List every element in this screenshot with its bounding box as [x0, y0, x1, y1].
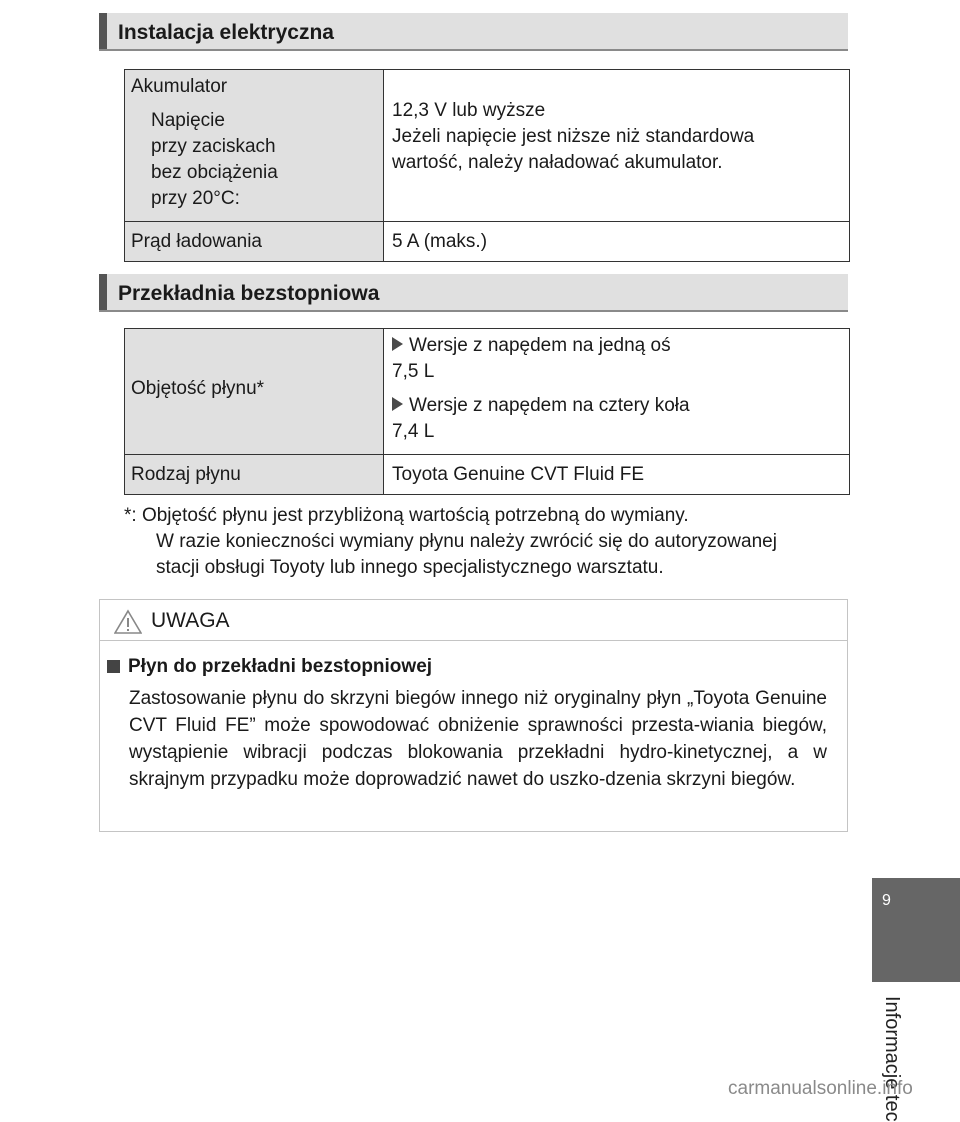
- voltage-label-line: przy zaciskach: [151, 136, 276, 157]
- fluid-type-value: Toyota Genuine CVT Fluid FE: [384, 455, 850, 495]
- bullet-triangle-icon: [392, 397, 403, 411]
- caution-header: [100, 600, 847, 641]
- section-title-electrical: Instalacja elektryczna: [118, 21, 334, 44]
- voltage-value-line: Jeżeli napięcie jest niższe niż standardowa: [392, 125, 755, 147]
- caution-subtitle-text: Płyn do przekładni bezstopniowej: [128, 656, 433, 677]
- table-row: [125, 222, 850, 262]
- footnote-line: *: Objętość płynu jest przybliżoną wartością potrzebną do wymiany.: [124, 505, 689, 526]
- version-2wd-value: 7,5 L: [392, 360, 435, 382]
- capacity-label: Objętość płynu*: [125, 329, 384, 455]
- electrical-spec-table: [124, 69, 850, 262]
- section-header-cvt: [99, 274, 848, 312]
- watermark: carmanualsonline.info: [728, 1078, 913, 1099]
- table-row: [125, 329, 850, 455]
- section-header-bar: [99, 13, 107, 49]
- voltage-label: [131, 108, 377, 212]
- voltage-value-line: 12,3 V lub wyższe: [392, 99, 546, 121]
- voltage-value-line: wartość, należy naładować akumulator.: [392, 151, 723, 173]
- chapter-number: 9: [882, 892, 891, 909]
- capacity-value-cell: [384, 329, 850, 455]
- caution-subtitle: [107, 656, 432, 678]
- voltage-label-line: Napięcie: [151, 110, 225, 131]
- chapter-label: Informacje tec: [881, 996, 903, 1122]
- version-2wd-label: Wersje z napędem na jedną oś: [409, 334, 671, 356]
- chapter-tab: [872, 878, 960, 982]
- bullet-triangle-icon: [392, 337, 403, 351]
- voltage-label-line: bez obciążenia: [151, 162, 278, 183]
- table-row: [125, 70, 850, 222]
- fluid-type-label: Rodzaj płynu: [125, 455, 384, 495]
- version-4wd: [392, 393, 841, 419]
- battery-label: Akumulator: [131, 76, 228, 97]
- footnote-line: stacji obsługi Toyoty lub innego specjalistycznego warsztatu.: [156, 557, 664, 578]
- voltage-value-cell: [384, 70, 850, 222]
- section-header-bar: [99, 274, 107, 310]
- voltage-label-line: przy 20°C:: [151, 188, 240, 209]
- caution-text: Zastosowanie płynu do skrzyni biegów innego niż oryginalny płyn „Toyota Genuine CVT Fluid FE” może spowodować obniżenie sprawności przesta-wiania biegów, wystąpienie wibracji podczas blokowania przekładni hydro-kinetycznej, a w skrajnym przypadku może doprowadzić nawet do uszko-dzenia skrzyni biegów.: [129, 688, 827, 790]
- version-2wd: [392, 333, 841, 359]
- square-bullet-icon: [107, 660, 120, 673]
- footnote-line: W razie konieczności wymiany płynu należy zwrócić się do autoryzowanej: [156, 531, 777, 552]
- version-4wd-value: 7,4 L: [392, 420, 435, 442]
- charge-value: 5 A (maks.): [384, 222, 850, 262]
- footnote: [124, 503, 854, 581]
- table-row: [125, 455, 850, 495]
- section-title-cvt: Przekładnia bezstopniowa: [118, 282, 380, 305]
- version-4wd-label: Wersje z napędem na cztery koła: [409, 394, 690, 416]
- cvt-spec-table: [124, 328, 850, 495]
- caution-title: UWAGA: [151, 609, 230, 632]
- warning-triangle-icon: [114, 609, 142, 634]
- battery-label-cell: [125, 70, 384, 222]
- section-header-electrical: [99, 13, 848, 51]
- charge-label: Prąd ładowania: [125, 222, 384, 262]
- caution-box: [99, 599, 848, 832]
